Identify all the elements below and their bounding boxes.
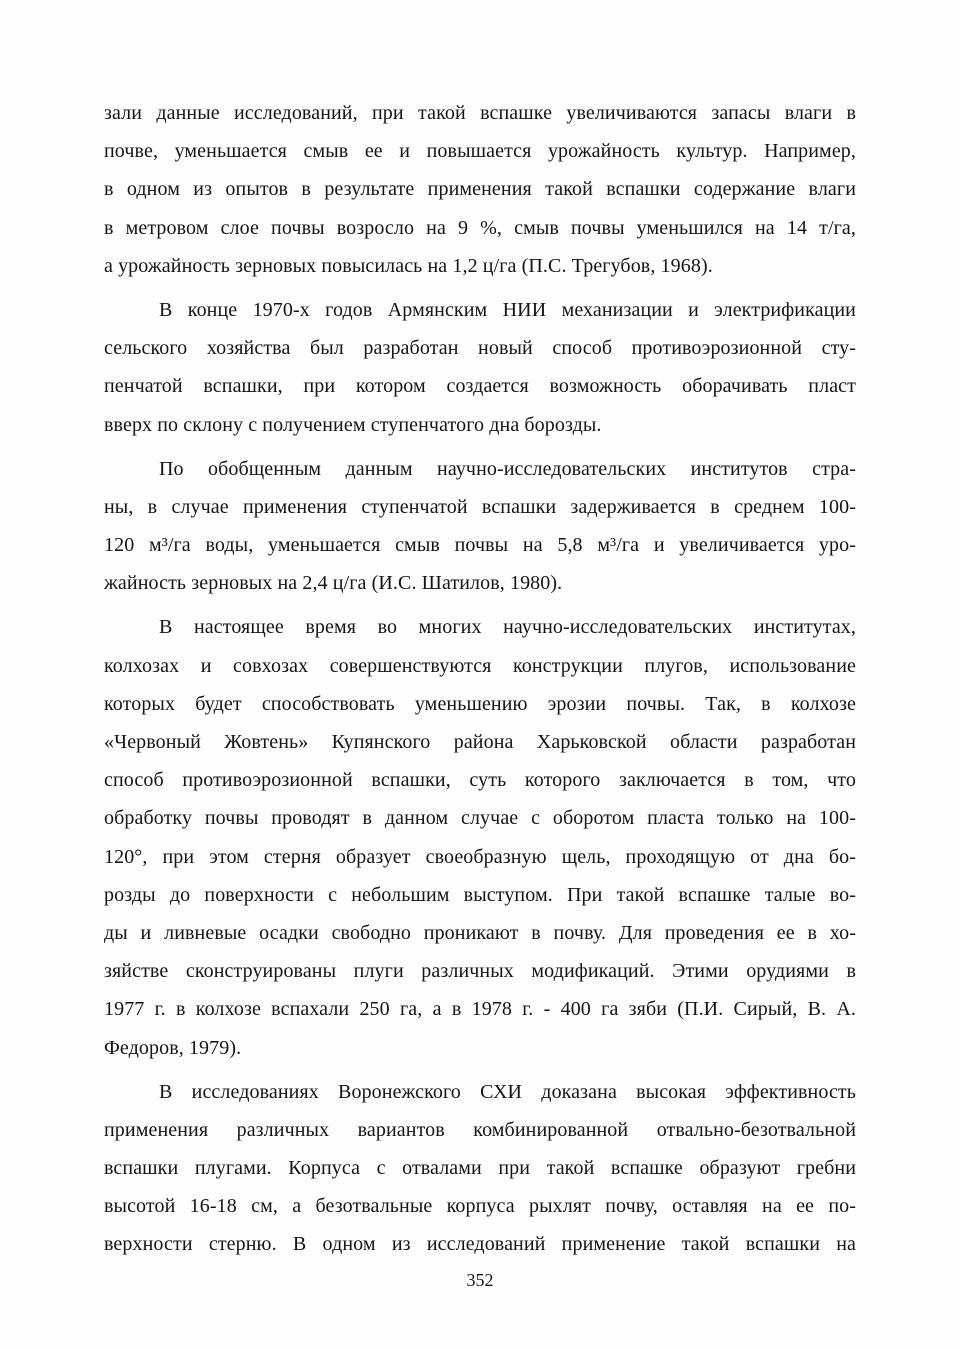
paragraph xyxy=(104,94,856,285)
text-line: вверх по склону с получением ступенчатого дна борозды. xyxy=(104,413,602,436)
paragraph xyxy=(104,608,856,1066)
text-line: обработку почвы проводят в данном случае с оборотом пласта только на 100- xyxy=(104,807,856,830)
text-line: зяйстве сконструированы плуги различных модификаций. Этими орудиями в xyxy=(104,960,856,983)
text-line: жайность зерновых на 2,4 ц/га (И.С. Шатилов, 1980). xyxy=(104,572,563,595)
text-line: В конце 1970-х годов Армянским НИИ механизации и электрификации xyxy=(159,298,856,321)
text-line: высотой 16-18 см, а безотвальные корпуса рыхлят почву, оставляя на ее по- xyxy=(104,1195,856,1218)
text-line: зали данные исследований, при такой вспашке увеличиваются запасы влаги в xyxy=(104,102,856,124)
text-line: верхности стерню. В одном из исследований применение такой вспашки на xyxy=(104,1233,856,1256)
text-line: колхозах и совхозах совершенствуются конструкции плугов, использование xyxy=(104,654,856,677)
paragraph xyxy=(104,450,856,603)
text-line: вспашки плугами. Корпуса с отвалами при такой вспашке образуют гребни xyxy=(104,1157,856,1180)
text-line: Федоров, 1979). xyxy=(104,1036,242,1059)
page-number: 352 xyxy=(466,1270,494,1290)
text-line: применения различных вариантов комбинированной отвально-безотвальной xyxy=(104,1118,856,1141)
text-line: По обобщенным данным научно-исследовательских институтов стра- xyxy=(159,457,856,480)
text-line: в одном из опытов в результате применения такой вспашки содержание влаги xyxy=(104,178,856,201)
body-text xyxy=(104,94,856,1270)
text-line: «Червоный Жовтень» Купянского района Харьковской области разработан xyxy=(104,731,856,753)
text-line: ны, в случае применения ступенчатой вспашки задерживается в среднем 100- xyxy=(104,495,856,518)
text-line: В исследованиях Воронежского СХИ доказана высокая эффективность xyxy=(159,1080,856,1103)
text-line: которых будет способствовать уменьшению эрозии почвы. Так, в колхозе xyxy=(104,692,856,715)
text-line: в метровом слое почвы возросло на 9 %, смыв почвы уменьшился на 14 т/га, xyxy=(104,216,856,239)
text-line: сельского хозяйства был разработан новый способ противоэрозионной сту- xyxy=(104,337,856,360)
text-line: способ противоэрозионной вспашки, суть которого заключается в том, что xyxy=(104,769,856,792)
text-line: 120 м³/га воды, уменьшается смыв почвы на 5,8 м³/га и увеличивается уро- xyxy=(104,534,856,557)
text-line: В настоящее время во многих научно-исследовательских институтах, xyxy=(159,616,856,639)
text-line: 1977 г. в колхозе вспахали 250 га, а в 1978 г. - 400 га зяби (П.И. Сирый, В. А. xyxy=(104,998,856,1021)
text-line: а урожайность зерновых повысилась на 1,2 ц/га (П.С. Трегубов, 1968). xyxy=(104,254,713,277)
text-line: почве, уменьшается смыв ее и повышается урожайность культур. Например, xyxy=(104,140,856,163)
text-line: розды до поверхности с небольшим выступом. При такой вспашке талые во- xyxy=(104,883,856,906)
paragraph xyxy=(104,1073,856,1264)
text-line: пенчатой вспашки, при котором создается возможность оборачивать пласт xyxy=(104,375,856,398)
text-line: 120°, при этом стерня образует своеобразную щель, проходящую от дна бо- xyxy=(104,845,856,868)
text-line: ды и ливневые осадки свободно проникают в почву. Для проведения ее в хо- xyxy=(104,921,856,944)
paragraph xyxy=(104,291,856,444)
